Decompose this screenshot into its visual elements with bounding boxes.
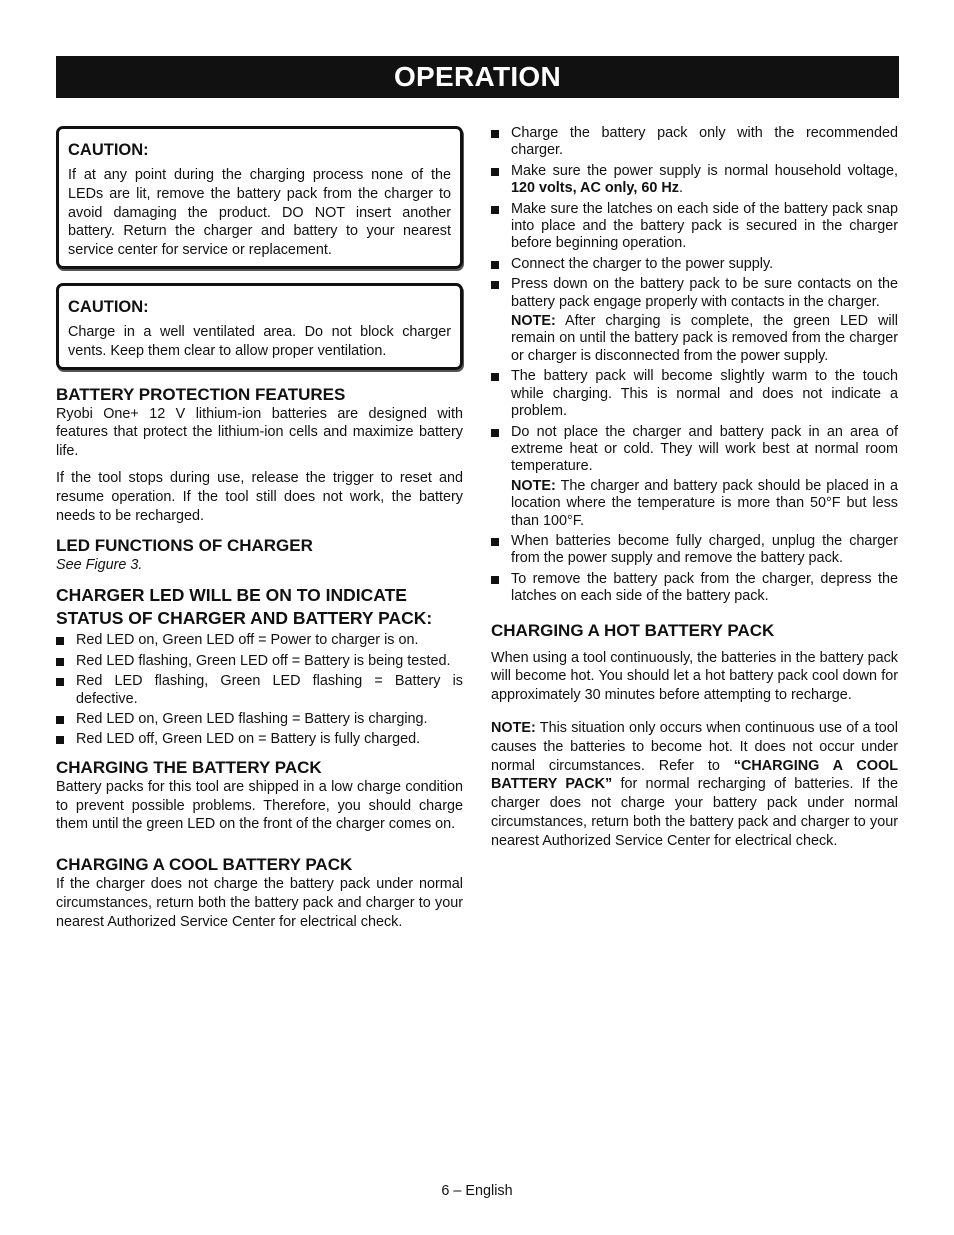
heading-charging-battery-pack: CHARGING THE BATTERY PACK xyxy=(56,757,322,777)
bullet-square-icon xyxy=(491,429,499,437)
list-item: Connect the charger to the power supply. xyxy=(491,256,898,273)
list-item: Press down on the battery pack to be sure contacts on the battery pack engage properly with contacts in the charger. NOTE: After charging is complete, the green LED will remain on until the battery pack is removed from the charger or charger is disconnected from the power supply. xyxy=(491,276,898,365)
list-item: Red LED on, Green LED off = Power to charger is on. xyxy=(56,632,463,649)
bullet-square-icon xyxy=(491,130,499,138)
cross-reference: “CHARGING A COOL BATTERY PACK” xyxy=(491,757,899,793)
list-item: The battery pack will become slightly warm to the touch while charging. This is normal and does not indicate a problem. xyxy=(491,368,898,420)
bullet-square-icon xyxy=(491,373,499,381)
caution-title: CAUTION: xyxy=(68,141,149,159)
list-item: To remove the battery pack from the charger, depress the latches on each side of the battery pack. xyxy=(491,571,898,606)
note: NOTE: After charging is complete, the green LED will remain on until the battery pack is removed from the charger or charger is disconnected from the power supply. xyxy=(511,313,898,364)
bullet-square-icon xyxy=(56,678,64,686)
caution-box-ventilation xyxy=(56,283,463,370)
bullet-square-icon xyxy=(56,716,64,724)
voltage-spec: 120 volts, AC only, 60 Hz xyxy=(511,180,679,197)
charging-hot-pack-note: NOTE: This situation only occurs when continuous use of a tool causes the batteries to become hot. It does not occur under normal circumstances. Refer to “CHARGING A COOL BATTERY PACK” for normal recharging of batteries. If the charger does not charge your battery pack under normal circumstances, return both the battery pack and charger to your nearest Authorized Service Center for electrical check. xyxy=(491,719,899,849)
section-banner xyxy=(56,56,899,98)
heading-led-functions: LED FUNCTIONS OF CHARGER xyxy=(56,536,313,556)
heading-battery-protection: BATTERY PROTECTION FEATURES xyxy=(56,384,346,404)
list-item: Red LED flashing, Green LED off = Battery is being tested. xyxy=(56,653,463,670)
charging-hot-pack-text: When using a tool continuously, the batteries in the battery pack will become hot. You should let a hot battery pack cool down for approximately 30 minutes before attempting to recharge. xyxy=(491,649,898,704)
bullet-square-icon xyxy=(491,538,499,546)
charging-instructions-list xyxy=(491,125,898,606)
list-item: When batteries become fully charged, unplug the charger from the power supply and remove the battery pack. xyxy=(491,533,898,568)
bullet-square-icon xyxy=(491,281,499,289)
list-item: Red LED on, Green LED flashing = Battery is charging. xyxy=(56,711,463,728)
note-label: NOTE: xyxy=(511,313,556,330)
battery-protection-paragraph-1: Ryobi One+ 12 V lithium-ion batteries are designed with features that protect the lithium-ion cells and maximize battery life. xyxy=(56,405,463,460)
heading-charging-hot-pack: CHARGING A HOT BATTERY PACK xyxy=(491,620,775,640)
bullet-square-icon xyxy=(491,576,499,584)
bullet-square-icon xyxy=(56,637,64,645)
caution-text: If at any point during the charging process none of the LEDs are lit, remove the battery pack from the charger to avoid damaging the product. DO NOT insert another battery. Return the charger and battery to your nearest service center for service or replacement. xyxy=(68,167,451,259)
note-label: NOTE: xyxy=(491,719,536,736)
bullet-square-icon xyxy=(491,261,499,269)
figure-reference: See Figure 3. xyxy=(56,557,143,574)
page-footer xyxy=(0,1183,954,1199)
caution-box-charging xyxy=(56,126,463,269)
list-item: Do not place the charger and battery pack in an area of extreme heat or cold. They will work best at normal room temperature. NOTE: The charger and battery pack should be placed in a location where the temperature is more than 50°F but less than 100°F. xyxy=(491,424,898,530)
right-column xyxy=(491,123,898,851)
list-item: Charge the battery pack only with the recommended charger. xyxy=(491,125,898,160)
battery-protection-paragraph-2: If the tool stops during use, release the trigger to reset and resume operation. If the tool still does not work, the battery needs to be recharged. xyxy=(56,469,463,524)
bullet-square-icon xyxy=(56,736,64,744)
bullet-square-icon xyxy=(491,206,499,214)
led-status-list xyxy=(56,632,463,748)
list-item: Red LED off, Green LED on = Battery is fully charged. xyxy=(56,731,463,748)
heading-charger-led-status: CHARGER LED WILL BE ON TO INDICATE STATUS OF CHARGER AND BATTERY PACK: xyxy=(56,585,433,629)
section-title: OPERATION xyxy=(393,61,562,92)
list-item: Make sure the latches on each side of the battery pack snap into place and the battery pack is secured in the charger before beginning operation. xyxy=(491,201,898,253)
caution-title: CAUTION: xyxy=(68,297,149,316)
bullet-square-icon xyxy=(491,168,499,176)
caution-text: Charge in a well ventilated area. Do not block charger vents. Keep them clear to allow proper ventilation. xyxy=(68,323,451,359)
heading-charging-cool-pack: CHARGING A COOL BATTERY PACK xyxy=(56,855,353,875)
note-label: NOTE: xyxy=(511,477,556,494)
page-number: 6 – English xyxy=(441,1183,513,1199)
list-item: Make sure the power supply is normal household voltage, 120 volts, AC only, 60 Hz. xyxy=(491,163,898,198)
charging-cool-pack-text: If the charger does not charge the battery pack under normal circumstances, return both the battery pack and charger to your nearest Authorized Service Center for electrical check. xyxy=(56,876,463,930)
bullet-square-icon xyxy=(56,658,64,666)
left-column xyxy=(56,126,463,932)
list-item: Red LED flashing, Green LED flashing = Battery is defective. xyxy=(56,673,463,708)
note: NOTE: The charger and battery pack should be placed in a location where the temperature is more than 50°F but less than 100°F. xyxy=(511,477,898,529)
charging-battery-pack-text: Battery packs for this tool are shipped in a low charge condition to prevent possible problems. Therefore, you should charge them until the green LED on the front of the charger comes on. xyxy=(56,778,463,833)
